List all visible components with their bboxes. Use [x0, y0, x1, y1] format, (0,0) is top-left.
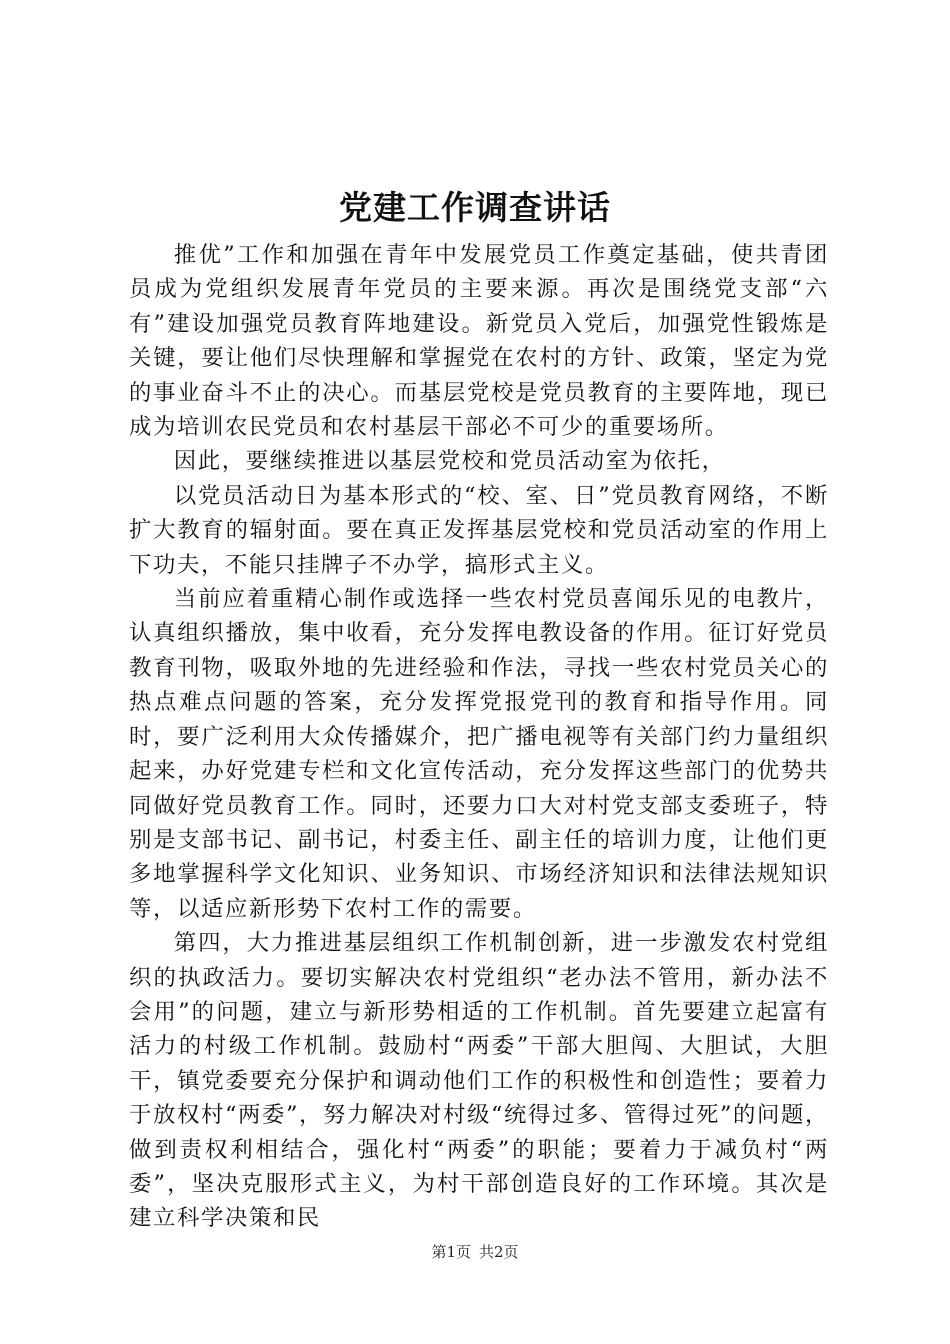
paragraph: 以党员活动日为基本形式的“校、室、日”党员教育网络，不断扩大教育的辐射面。要在真正发挥基层党校和党员活动室的作用上下功夫，不能只挂牌子不办学，搞形式主义。 [129, 482, 829, 578]
paragraph: 因此，要继续推进以基层党校和党员活动室为依托， [173, 448, 726, 475]
document-title: 党建工作调查讲话 [339, 188, 611, 227]
page-number-current: 第1页 [431, 1243, 471, 1261]
paragraph: 推优”工作和加强在青年中发展党员工作奠定基础，使共青团员成为党组织发展青年党员的主要来源。再次是围绕党支部“六有”建设加强党员教育阵地建设。新党员入党后，加强党性锻炼是关键，要让他们尽快理解和掌握党在农村的方针、政策，坚定为党的事业奋斗不止的决心。而基层党校是党员教育的主要阵地，现已成为培训农民党员和农村基层干部必不可少的重要场所。 [129, 242, 829, 441]
page-number-total: 共2页 [479, 1243, 519, 1261]
document-body [129, 238, 829, 1236]
paragraph: 当前应着重精心制作或选择一些农村党员喜闻乐见的电教片，认真组织播放，集中收看，充分发挥电教设备的作用。征订好党员教育刊物，吸取外地的先进经验和作法，寻找一些农村党员关心的热点难点问题的答案，充分发挥党报党刊的教育和指导作用。同时，要广泛利用大众传播媒介，把广播电视等有关部门约力量组织起来，办好党建专栏和文化宣传活动，充分发挥这些部门的优势共同做好党员教育工作。同时，还要力口大对村党支部支委班子，特别是支部书记、副书记，村委主任、副主任的培训力度，让他们更多地掌握科学文化知识、业务知识、市场经济知识和法律法规知识等，以适应新形势下农村工作的需要。 [129, 586, 829, 922]
page-footer [0, 1241, 950, 1263]
paragraph: 第四，大力推进基层组织工作机制创新，进一步激发农村党组织的执政活力。要切实解决农村党组织“老办法不管用，新办法不会用”的问题，建立与新形势相适的工作机制。首先要建立起富有活力的村级工作机制。鼓励村“两委”干部大胆闯、大胆试，大胆干，镇党委要充分保护和调动他们工作的积极性和创造性；要着力于放权村“两委”，努力解决对村级“统得过多、管得过死”的问题，做到责权利相结合，强化村“两委”的职能；要着力于减负村“两委”，坚决克服形式主义，为村干部创造良好的工作环境。其次是建立科学决策和民 [129, 930, 829, 1232]
